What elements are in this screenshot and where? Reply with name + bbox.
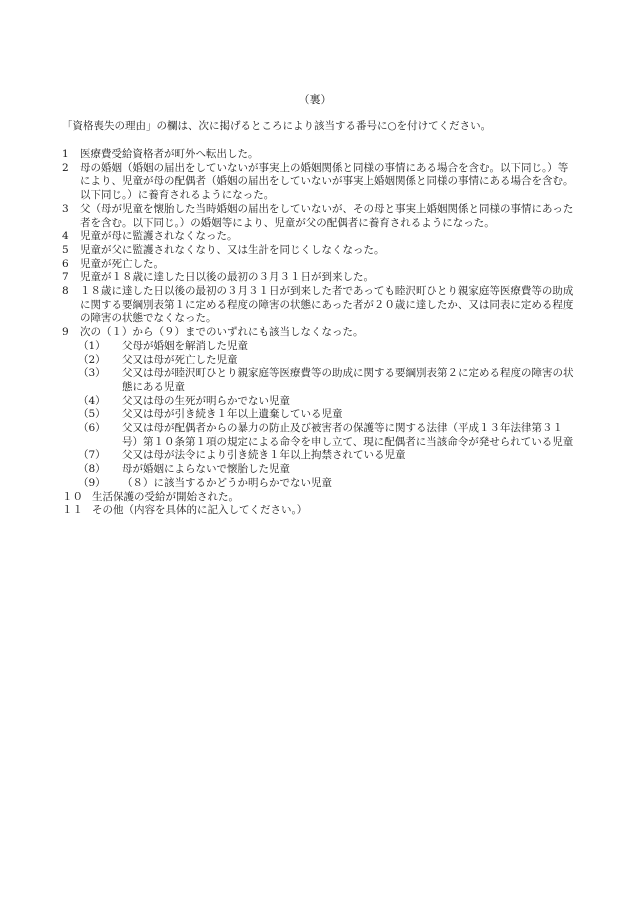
list-item	[62, 271, 578, 285]
list-item	[62, 244, 578, 258]
sub-item-text: 父又は母の生死が明らかでない児童	[122, 394, 290, 407]
sub-item-text: 父又は母が死亡した児童	[122, 353, 238, 366]
sub-item-number: （9）	[78, 476, 106, 489]
item-text: 医療費受給資格者が町外へ転出した。	[80, 148, 259, 160]
sub-item-number: （5）	[78, 408, 106, 421]
item-number: １０	[62, 490, 83, 503]
sub-item-number: （4）	[78, 394, 106, 407]
item-number: １１	[62, 504, 83, 517]
sub-item-text: 父又は母が引き続き１年以上遺棄している児童	[122, 408, 343, 421]
list-item	[62, 162, 578, 203]
sub-list-item	[62, 449, 578, 463]
sub-item-text: 父又は母が法令により引き続き１年以上拘禁されている児童	[122, 449, 406, 462]
item-number: 9	[62, 326, 69, 339]
item-number: 6	[62, 257, 69, 270]
sub-item-text: 父又は母が睦沢町ひとり親家庭等医療費等の助成に関する要綱別表第２に定める程度の障害の状態にある児童	[122, 367, 574, 393]
item-number: 1	[62, 148, 69, 160]
sub-item-text: （８）に該当するかどうか明らかでない児童	[122, 476, 332, 489]
list-item	[62, 258, 578, 272]
item-text: 児童が死亡した。	[80, 257, 164, 270]
item-number: 7	[62, 271, 69, 284]
sub-item-number: （6）	[78, 422, 106, 435]
item-number: 4	[62, 230, 69, 243]
item-number: 3	[62, 202, 69, 215]
sub-list-item	[62, 477, 578, 491]
item-text: 児童が母に監護されなくなった。	[80, 230, 238, 243]
item-number: 2	[62, 161, 69, 174]
item-number: 8	[62, 285, 69, 298]
sub-list-item	[62, 354, 578, 368]
sub-list-item	[62, 340, 578, 354]
sub-item-number: （2）	[78, 353, 106, 366]
sub-list-item	[62, 408, 578, 422]
list-item	[62, 230, 578, 244]
sub-list-item	[62, 422, 578, 449]
item-number: 5	[62, 243, 69, 256]
instruction-text: 「資格喪失の理由」の欄は、次に掲げるところにより該当する番号に○を付けてください。	[62, 120, 492, 132]
item-text: 次の（１）から（９）までのいずれにも該当しなくなった。	[80, 326, 364, 339]
sub-item-number: （1）	[78, 339, 106, 352]
page-heading: （裏）	[298, 93, 332, 106]
reason-list	[62, 148, 578, 518]
item-text: １８歳に達した日以後の最初の３月３１日が到来した者であっても睦沢町ひとり親家庭等医療費等の助成に関する要綱別表第１に定める程度の障害の状態にあった者が２０歳に達したか、又は同表に定める程度の障害の状態でなくなった。	[80, 285, 574, 325]
item-text: 生活保護の受給が開始された。	[92, 490, 239, 503]
sub-item-number: （7）	[78, 449, 106, 462]
sub-item-text: 母が婚姻によらないで懐胎した児童	[122, 463, 290, 476]
sub-list-item	[62, 367, 578, 394]
list-item	[62, 148, 578, 162]
item-text: 児童が父に監護されなくなり、又は生計を同じくしなくなった。	[80, 243, 385, 256]
item-text: 母の婚姻（婚姻の届出をしていないが事実上の婚姻関係と同様の事情にある場合を含む。以下同じ。）等により、児童が母の配偶者（婚姻の届出をしていないが事実上婚姻関係と同様の事情にある場合を含む。以下同じ。）に養育されるようになった。	[80, 161, 574, 202]
sub-item-number: （3）	[78, 367, 106, 380]
sub-item-number: （8）	[78, 463, 106, 476]
list-item	[62, 504, 578, 518]
sub-list-item	[62, 395, 578, 409]
list-item	[62, 285, 578, 326]
item-text: その他（内容を具体的に記入してください。）	[92, 504, 308, 517]
item-text: 父（母が児童を懐胎した当時婚姻の届出をしていないが、その母と事実上婚姻関係と同様の事情にあった者を含む。以下同じ。）の婚姻等により、児童が父の配偶者に養育されるようになった。	[80, 202, 574, 229]
sub-list-item	[62, 463, 578, 477]
list-item	[62, 326, 578, 340]
list-item	[62, 491, 578, 505]
sub-item-text: 父母が婚姻を解消した児童	[122, 339, 248, 352]
sub-item-text: 父又は母が配偶者からの暴力の防止及び被害者の保護等に関する法律（平成１３年法律第３１号）第１０条第１項の規定による命令を申し立て、現に配偶者に当該命令が発せられている児童	[122, 422, 574, 448]
list-item	[62, 203, 578, 230]
item-text: 児童が１８歳に達した日以後の最初の３月３１日が到来した。	[80, 271, 374, 284]
